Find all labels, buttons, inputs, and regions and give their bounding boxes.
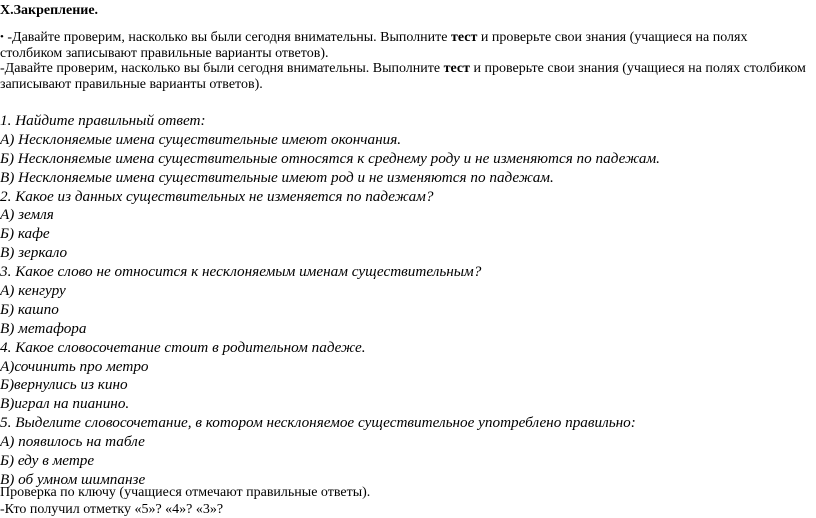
quiz-option: А) появилось на табле	[0, 433, 145, 451]
quiz-option: В) зеркало	[0, 244, 68, 262]
grade-question: -Кто получил отметку «5»? «4»? «3»?	[0, 502, 224, 517]
intro-paragraph-1-bold: тест	[450, 30, 478, 45]
quiz-option: А) кенгуру	[0, 282, 66, 300]
quiz-option: Б)вернулись из кино	[0, 376, 128, 394]
intro-paragraph-2	[0, 61, 810, 93]
quiz-question: 2. Какое из данных существительных не изменяется по падежам?	[0, 187, 434, 205]
quiz-question: 5. Выделите словосочетание, в котором несклоняемое существительное употреблено правильно:	[0, 414, 636, 432]
intro-paragraph-2-text-after: и проверьте свои знания (учащиеся на полях столбиком записывают правильные варианты ответов).	[0, 61, 806, 92]
quiz-question: 3. Какое слово не относится к несклоняемым именам существительным?	[0, 263, 482, 281]
quiz-option: Б) еду в метре	[0, 452, 95, 470]
quiz-option: В) Несклоняемые имена существительные имеют род и не изменяются по падежам.	[0, 168, 554, 186]
quiz-option: А)сочинить про метро	[0, 357, 149, 375]
quiz-block	[0, 112, 816, 490]
intro-paragraph-1-text-before: -Давайте проверим, насколько вы были сегодня внимательны. Выполните	[3, 30, 451, 45]
quiz-option: В)играл на пианино.	[0, 395, 130, 413]
quiz-option: Б) кафе	[0, 225, 50, 243]
quiz-option: Б) Несклоняемые имена существительные относятся к среднему роду и не изменяются по падежам.	[0, 149, 660, 167]
quiz-question: 4. Какое словосочетание стоит в родительном падеже.	[0, 338, 366, 356]
quiz-option: В) об умном шимпанзе	[0, 470, 146, 488]
check-instruction: Проверка по ключу (учащиеся отмечают правильные ответы).	[0, 485, 371, 500]
section-heading: X.Закрепление.	[0, 3, 99, 18]
quiz-option: В) метафора	[0, 319, 87, 337]
intro-paragraph-2-text-before: -Давайте проверим, насколько вы были сегодня внимательны. Выполните	[0, 61, 444, 76]
intro-paragraph-2-bold: тест	[443, 61, 470, 76]
quiz-option: А) земля	[0, 206, 54, 224]
bullet-icon: •	[0, 31, 4, 43]
intro-paragraph-1-text-after: и проверьте свои знания (учащиеся на полях столбиком записывают правильные варианты ответов).	[0, 30, 748, 61]
quiz-question: 1. Найдите правильный ответ:	[0, 112, 206, 129]
intro-paragraph-1	[0, 29, 810, 62]
quiz-option: Б) кашпо	[0, 300, 59, 318]
quiz-option: А) Несклоняемые имена существительные имеют окончания.	[0, 130, 402, 148]
